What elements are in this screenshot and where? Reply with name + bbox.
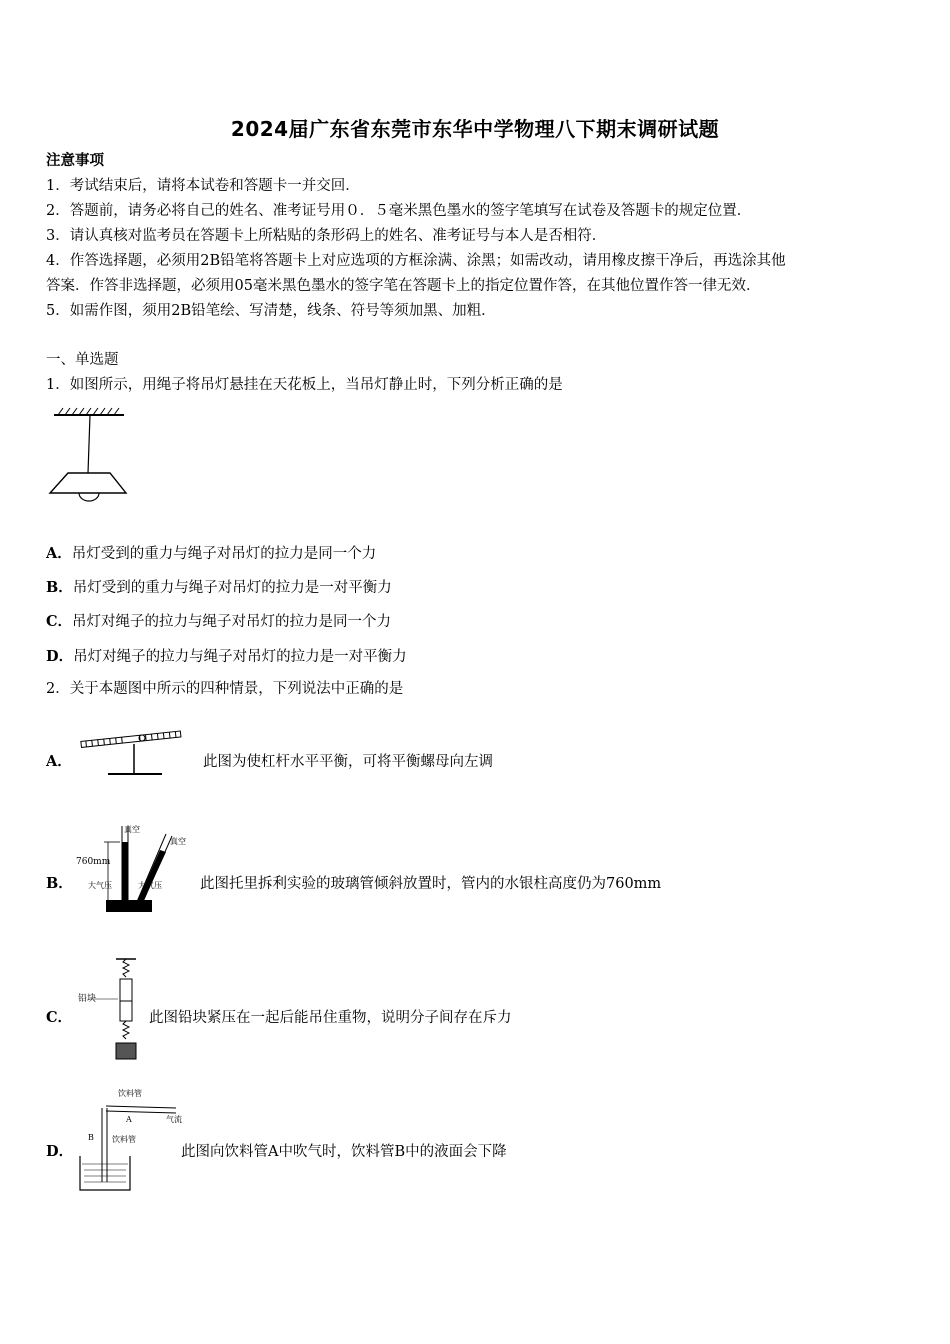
lever-figure [78,710,188,780]
straw-figure [76,1086,186,1196]
straw-label-top: 饮料管 [118,1089,142,1098]
notice-item: 3．请认真核对监考员在答题卡上所粘贴的条形码上的姓名、准考证号与本人是否相符． [46,228,607,244]
vacuum-label-1: 真空 [124,825,140,834]
q2-stem: 2．关于本题图中所示的四种情景，下列说法中正确的是 [46,681,404,697]
hanging-lamp-figure [46,405,136,515]
q2-option-a-text: 此图为使杠杆水平平衡，可将平衡螺母向左调 [203,754,493,770]
q2-option-c-text: 此图铅块紧压在一起后能吊住重物，说明分子间存在斥力 [149,1010,512,1026]
straw-a-label: A [126,1115,132,1124]
q1-option-c: C．吊灯对绳子的拉力与绳子对吊灯的拉力是同一个力 [46,613,392,630]
q1-option-a: A．吊灯受到的重力与绳子对吊灯的拉力是同一个力 [46,545,377,562]
q1-option-d: D．吊灯对绳子的拉力与绳子对吊灯的拉力是一对平衡力 [46,648,407,665]
torricelli-figure [76,818,196,916]
page-title: 2024届广东省东莞市东华中学物理八下期末调研试题 [230,117,720,141]
notice-heading: 注意事项 [46,152,104,169]
atm-label-1: 大气压 [88,881,112,890]
notice-item: 2．答题前，请务必将自己的姓名、准考证号用０．５毫米黑色墨水的签字笔填写在试卷及答题卡的规定位置． [46,203,752,219]
notice-item: 1．考试结束后，请将本试卷和答题卡一并交回． [46,178,360,194]
q2-option-b-label: B． [46,875,73,892]
lead-label: 铅块 [78,994,97,1004]
height-label: 760mm [76,857,111,867]
notice-item: 答案．作答非选择题，必须用05毫米黑色墨水的签字笔在答题卡上的指定位置作答，在其他位置作答一律无效． [46,278,761,294]
notice-item: 4．作答选择题，必须用2B铅笔将答题卡上对应选项的方框涂满、涂黑；如需改动，请用橡皮擦干净后，再选涂其他 [46,253,786,269]
lead-block-figure [78,955,148,1065]
vacuum-label-2: 真空 [170,837,186,846]
section-heading: 一、单选题 [46,352,119,368]
q2-option-b-text: 此图托里拆利实验的玻璃管倾斜放置时，管内的水银柱高度仍为760mm [200,876,662,892]
notice-item: 5．如需作图，须用2B铅笔绘、写清楚，线条、符号等须加黑、加粗． [46,303,496,319]
airflow-label: 气流 [166,1115,182,1124]
q1-option-b: B．吊灯受到的重力与绳子对吊灯的拉力是一对平衡力 [46,579,392,596]
straw-label-side: 饮料管 [112,1135,136,1144]
q1-stem: 1．如图所示，用绳子将吊灯悬挂在天花板上，当吊灯静止时，下列分析正确的是 [46,377,563,393]
q2-option-d-text: 此图向饮料管A中吹气时，饮料管B中的液面会下降 [181,1144,507,1160]
straw-b-label: B [88,1133,94,1142]
q2-option-c-label: C． [46,1009,73,1026]
atm-label-2: 大气压 [138,881,162,890]
q2-option-a-label: A． [46,753,72,770]
q2-option-d-label: D． [46,1143,74,1160]
